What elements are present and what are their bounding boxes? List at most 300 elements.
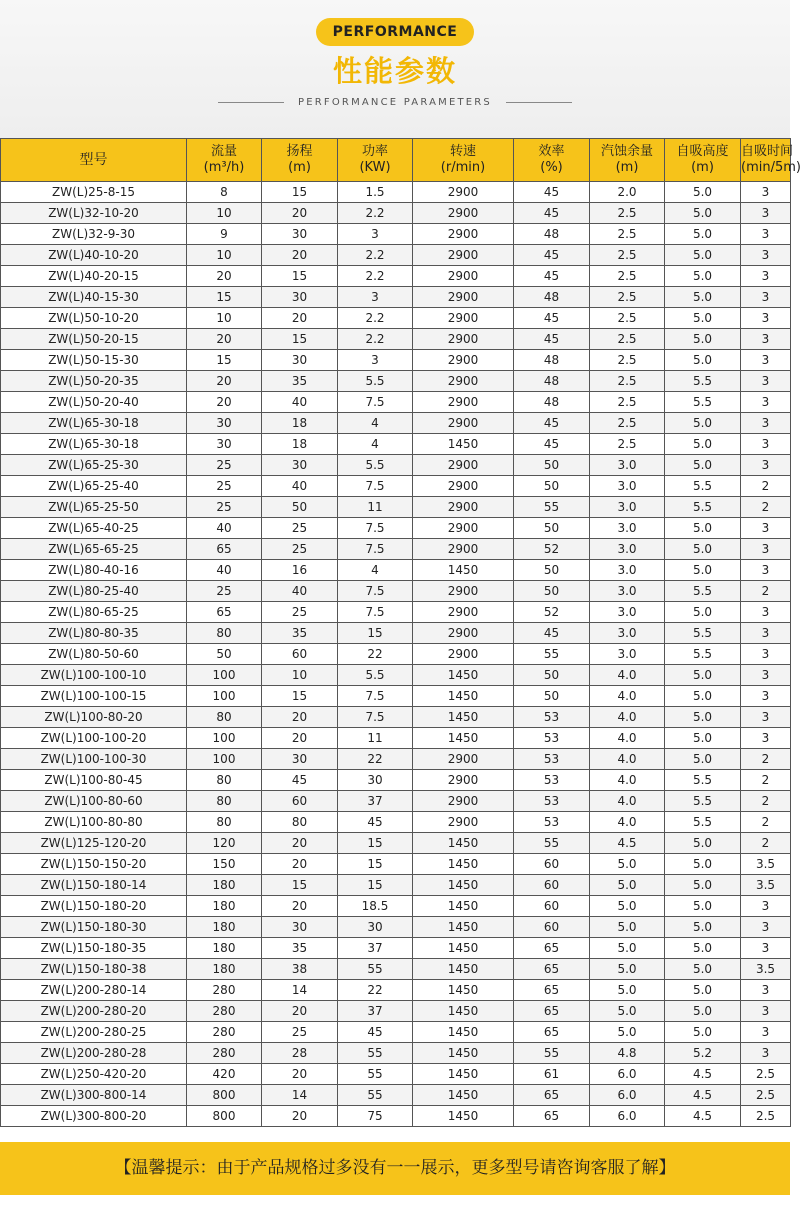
value-cell: 50 xyxy=(514,455,590,476)
page-title: 性能参数 xyxy=(332,54,457,88)
value-cell: 45 xyxy=(514,308,590,329)
value-cell: 2.2 xyxy=(338,329,413,350)
value-cell: 5.5 xyxy=(338,371,413,392)
column-header-unit: (r/min) xyxy=(440,160,486,175)
value-cell: 2 xyxy=(741,812,791,833)
value-cell: 5.0 xyxy=(665,434,741,455)
table-row xyxy=(1,182,791,203)
value-cell: 30 xyxy=(262,350,338,371)
value-cell: 1450 xyxy=(413,1064,514,1085)
value-cell: 3 xyxy=(741,182,791,203)
table-row xyxy=(1,350,791,371)
table-row xyxy=(1,896,791,917)
value-cell: 3 xyxy=(741,518,791,539)
column-header xyxy=(262,139,338,182)
value-cell: 5.0 xyxy=(665,539,741,560)
value-cell: 4.0 xyxy=(590,728,665,749)
value-cell: 22 xyxy=(338,749,413,770)
value-cell: 2.0 xyxy=(590,182,665,203)
value-cell: 53 xyxy=(514,728,590,749)
value-cell: 5.0 xyxy=(665,833,741,854)
table-row xyxy=(1,1106,791,1127)
value-cell: 30 xyxy=(338,917,413,938)
value-cell: 3.0 xyxy=(590,455,665,476)
value-cell: 3 xyxy=(338,287,413,308)
value-cell: 6.0 xyxy=(590,1064,665,1085)
value-cell: 15 xyxy=(262,266,338,287)
value-cell: 40 xyxy=(187,560,262,581)
value-cell: 800 xyxy=(187,1085,262,1106)
column-header-name: 汽蚀余量 xyxy=(600,144,653,159)
value-cell: 45 xyxy=(514,623,590,644)
column-header-unit: (m) xyxy=(691,160,714,175)
value-cell: 280 xyxy=(187,1001,262,1022)
value-cell: 2.2 xyxy=(338,308,413,329)
value-cell: 280 xyxy=(187,1043,262,1064)
value-cell: 48 xyxy=(514,224,590,245)
value-cell: 45 xyxy=(338,1022,413,1043)
value-cell: 6.0 xyxy=(590,1085,665,1106)
column-header-unit: (KW) xyxy=(359,160,391,175)
performance-badge: PERFORMANCE xyxy=(316,18,474,46)
value-cell: 2.5 xyxy=(741,1106,791,1127)
value-cell: 15 xyxy=(338,833,413,854)
model-cell: ZW(L)200-280-28 xyxy=(1,1043,187,1064)
value-cell: 3.0 xyxy=(590,623,665,644)
value-cell: 150 xyxy=(187,854,262,875)
model-cell: ZW(L)150-180-14 xyxy=(1,875,187,896)
value-cell: 3 xyxy=(741,644,791,665)
value-cell: 4.0 xyxy=(590,665,665,686)
value-cell: 5.5 xyxy=(665,644,741,665)
column-header-name: 自吸高度 xyxy=(676,144,729,159)
value-cell: 65 xyxy=(514,1085,590,1106)
model-cell: ZW(L)40-10-20 xyxy=(1,245,187,266)
value-cell: 48 xyxy=(514,392,590,413)
value-cell: 45 xyxy=(514,203,590,224)
value-cell: 35 xyxy=(262,623,338,644)
value-cell: 2900 xyxy=(413,623,514,644)
model-cell: ZW(L)100-100-10 xyxy=(1,665,187,686)
value-cell: 1450 xyxy=(413,896,514,917)
value-cell: 1450 xyxy=(413,1022,514,1043)
value-cell: 22 xyxy=(338,644,413,665)
value-cell: 15 xyxy=(338,623,413,644)
value-cell: 20 xyxy=(262,1106,338,1127)
table-row xyxy=(1,560,791,581)
table-row xyxy=(1,413,791,434)
value-cell: 7.5 xyxy=(338,476,413,497)
value-cell: 1450 xyxy=(413,1043,514,1064)
value-cell: 2900 xyxy=(413,455,514,476)
value-cell: 1450 xyxy=(413,917,514,938)
value-cell: 30 xyxy=(187,434,262,455)
value-cell: 30 xyxy=(262,224,338,245)
value-cell: 30 xyxy=(338,770,413,791)
value-cell: 15 xyxy=(262,182,338,203)
value-cell: 2.2 xyxy=(338,203,413,224)
value-cell: 65 xyxy=(514,980,590,1001)
value-cell: 5.0 xyxy=(590,917,665,938)
value-cell: 2.5 xyxy=(590,203,665,224)
value-cell: 53 xyxy=(514,791,590,812)
value-cell: 180 xyxy=(187,938,262,959)
value-cell: 20 xyxy=(262,833,338,854)
value-cell: 30 xyxy=(262,749,338,770)
value-cell: 2900 xyxy=(413,770,514,791)
value-cell: 45 xyxy=(514,245,590,266)
value-cell: 1450 xyxy=(413,854,514,875)
table-row xyxy=(1,476,791,497)
value-cell: 5.0 xyxy=(665,896,741,917)
value-cell: 5.0 xyxy=(665,980,741,1001)
model-cell: ZW(L)150-180-35 xyxy=(1,938,187,959)
table-row xyxy=(1,602,791,623)
value-cell: 5.0 xyxy=(665,245,741,266)
value-cell: 2900 xyxy=(413,329,514,350)
value-cell: 2.5 xyxy=(590,413,665,434)
value-cell: 5.0 xyxy=(665,917,741,938)
value-cell: 60 xyxy=(514,875,590,896)
value-cell: 3 xyxy=(338,350,413,371)
value-cell: 5.0 xyxy=(665,749,741,770)
value-cell: 65 xyxy=(514,1001,590,1022)
value-cell: 2 xyxy=(741,833,791,854)
value-cell: 5.5 xyxy=(665,497,741,518)
value-cell: 35 xyxy=(262,938,338,959)
value-cell: 7.5 xyxy=(338,581,413,602)
value-cell: 37 xyxy=(338,791,413,812)
value-cell: 48 xyxy=(514,287,590,308)
value-cell: 4.0 xyxy=(590,686,665,707)
value-cell: 4 xyxy=(338,560,413,581)
table-row xyxy=(1,497,791,518)
value-cell: 35 xyxy=(262,371,338,392)
value-cell: 20 xyxy=(262,203,338,224)
value-cell: 20 xyxy=(262,854,338,875)
value-cell: 3 xyxy=(741,224,791,245)
value-cell: 5.0 xyxy=(665,224,741,245)
value-cell: 25 xyxy=(262,539,338,560)
value-cell: 3 xyxy=(338,224,413,245)
table-row xyxy=(1,875,791,896)
value-cell: 80 xyxy=(187,707,262,728)
value-cell: 80 xyxy=(187,812,262,833)
value-cell: 1450 xyxy=(413,434,514,455)
value-cell: 60 xyxy=(514,917,590,938)
value-cell: 2 xyxy=(741,791,791,812)
value-cell: 40 xyxy=(262,476,338,497)
value-cell: 45 xyxy=(514,266,590,287)
value-cell: 280 xyxy=(187,1022,262,1043)
value-cell: 45 xyxy=(514,329,590,350)
value-cell: 5.5 xyxy=(665,476,741,497)
value-cell: 40 xyxy=(262,392,338,413)
subtitle-divider-left xyxy=(218,102,284,103)
value-cell: 3 xyxy=(741,413,791,434)
model-cell: ZW(L)65-30-18 xyxy=(1,413,187,434)
value-cell: 18 xyxy=(262,434,338,455)
value-cell: 25 xyxy=(262,1022,338,1043)
value-cell: 5.5 xyxy=(338,455,413,476)
value-cell: 55 xyxy=(514,497,590,518)
value-cell: 3 xyxy=(741,287,791,308)
value-cell: 5.5 xyxy=(665,581,741,602)
column-header-name: 型号 xyxy=(79,152,108,168)
table-row xyxy=(1,938,791,959)
value-cell: 5.0 xyxy=(665,560,741,581)
model-cell: ZW(L)65-25-50 xyxy=(1,497,187,518)
value-cell: 4.0 xyxy=(590,707,665,728)
value-cell: 7.5 xyxy=(338,707,413,728)
table-row xyxy=(1,749,791,770)
value-cell: 1450 xyxy=(413,728,514,749)
value-cell: 20 xyxy=(187,266,262,287)
model-cell: ZW(L)200-280-25 xyxy=(1,1022,187,1043)
value-cell: 2.5 xyxy=(590,350,665,371)
value-cell: 5.0 xyxy=(590,854,665,875)
value-cell: 3 xyxy=(741,707,791,728)
value-cell: 2.5 xyxy=(590,224,665,245)
value-cell: 4.0 xyxy=(590,749,665,770)
value-cell: 75 xyxy=(338,1106,413,1127)
model-cell: ZW(L)40-15-30 xyxy=(1,287,187,308)
value-cell: 3.0 xyxy=(590,644,665,665)
table-row xyxy=(1,266,791,287)
value-cell: 15 xyxy=(262,329,338,350)
value-cell: 38 xyxy=(262,959,338,980)
table-row xyxy=(1,665,791,686)
value-cell: 3 xyxy=(741,1043,791,1064)
value-cell: 45 xyxy=(514,182,590,203)
value-cell: 45 xyxy=(514,434,590,455)
value-cell: 30 xyxy=(262,917,338,938)
value-cell: 7.5 xyxy=(338,602,413,623)
value-cell: 7.5 xyxy=(338,518,413,539)
model-cell: ZW(L)100-80-60 xyxy=(1,791,187,812)
value-cell: 2 xyxy=(741,749,791,770)
value-cell: 50 xyxy=(514,560,590,581)
value-cell: 55 xyxy=(514,833,590,854)
value-cell: 3.0 xyxy=(590,602,665,623)
table-row xyxy=(1,434,791,455)
model-cell: ZW(L)80-80-35 xyxy=(1,623,187,644)
value-cell: 52 xyxy=(514,539,590,560)
table-row xyxy=(1,287,791,308)
value-cell: 5.5 xyxy=(665,812,741,833)
subtitle-divider-right xyxy=(506,102,572,103)
model-cell: ZW(L)65-40-25 xyxy=(1,518,187,539)
model-cell: ZW(L)80-65-25 xyxy=(1,602,187,623)
value-cell: 20 xyxy=(187,371,262,392)
model-cell: ZW(L)100-80-45 xyxy=(1,770,187,791)
model-cell: ZW(L)32-9-30 xyxy=(1,224,187,245)
column-header-unit: (m) xyxy=(615,160,639,175)
value-cell: 2900 xyxy=(413,287,514,308)
value-cell: 2900 xyxy=(413,350,514,371)
table-row xyxy=(1,1064,791,1085)
value-cell: 5.0 xyxy=(665,266,741,287)
value-cell: 1.5 xyxy=(338,182,413,203)
table-row xyxy=(1,707,791,728)
value-cell: 3.0 xyxy=(590,560,665,581)
value-cell: 2900 xyxy=(413,266,514,287)
model-cell: ZW(L)50-20-15 xyxy=(1,329,187,350)
table-row xyxy=(1,539,791,560)
value-cell: 10 xyxy=(262,665,338,686)
value-cell: 16 xyxy=(262,560,338,581)
value-cell: 120 xyxy=(187,833,262,854)
value-cell: 2.5 xyxy=(741,1085,791,1106)
value-cell: 7.5 xyxy=(338,686,413,707)
value-cell: 50 xyxy=(514,686,590,707)
column-header xyxy=(665,139,741,182)
value-cell: 5.0 xyxy=(665,875,741,896)
value-cell: 2.5 xyxy=(590,308,665,329)
value-cell: 1450 xyxy=(413,1106,514,1127)
value-cell: 15 xyxy=(338,875,413,896)
value-cell: 4.5 xyxy=(665,1106,741,1127)
value-cell: 1450 xyxy=(413,959,514,980)
value-cell: 5.0 xyxy=(590,980,665,1001)
value-cell: 10 xyxy=(187,308,262,329)
value-cell: 25 xyxy=(187,497,262,518)
value-cell: 65 xyxy=(514,938,590,959)
value-cell: 2 xyxy=(741,581,791,602)
value-cell: 3 xyxy=(741,602,791,623)
table-row xyxy=(1,980,791,1001)
value-cell: 5.0 xyxy=(665,602,741,623)
value-cell: 2900 xyxy=(413,581,514,602)
value-cell: 45 xyxy=(262,770,338,791)
value-cell: 2900 xyxy=(413,644,514,665)
value-cell: 5.0 xyxy=(665,287,741,308)
model-cell: ZW(L)300-800-20 xyxy=(1,1106,187,1127)
value-cell: 5.0 xyxy=(590,896,665,917)
value-cell: 3.0 xyxy=(590,497,665,518)
value-cell: 800 xyxy=(187,1106,262,1127)
value-cell: 15 xyxy=(262,686,338,707)
model-cell: ZW(L)150-180-38 xyxy=(1,959,187,980)
value-cell: 10 xyxy=(187,203,262,224)
value-cell: 2900 xyxy=(413,812,514,833)
value-cell: 60 xyxy=(514,854,590,875)
value-cell: 15 xyxy=(338,854,413,875)
column-header-name: 自吸时间 xyxy=(741,144,794,159)
model-cell: ZW(L)100-100-20 xyxy=(1,728,187,749)
column-header xyxy=(413,139,514,182)
value-cell: 2900 xyxy=(413,518,514,539)
table-row xyxy=(1,329,791,350)
column-header-name: 转速 xyxy=(449,144,476,159)
value-cell: 5.0 xyxy=(665,1022,741,1043)
model-cell: ZW(L)65-65-25 xyxy=(1,539,187,560)
value-cell: 3 xyxy=(741,917,791,938)
value-cell: 2.5 xyxy=(590,245,665,266)
value-cell: 1450 xyxy=(413,1001,514,1022)
subtitle-row xyxy=(0,95,790,111)
value-cell: 60 xyxy=(262,644,338,665)
value-cell: 80 xyxy=(187,770,262,791)
value-cell: 20 xyxy=(262,1064,338,1085)
value-cell: 14 xyxy=(262,980,338,1001)
model-cell: ZW(L)80-25-40 xyxy=(1,581,187,602)
value-cell: 50 xyxy=(514,476,590,497)
model-cell: ZW(L)100-100-30 xyxy=(1,749,187,770)
value-cell: 2.5 xyxy=(590,434,665,455)
column-header xyxy=(338,139,413,182)
value-cell: 30 xyxy=(187,413,262,434)
value-cell: 5.0 xyxy=(590,938,665,959)
value-cell: 53 xyxy=(514,707,590,728)
value-cell: 2.5 xyxy=(741,1064,791,1085)
value-cell: 3 xyxy=(741,203,791,224)
model-cell: ZW(L)32-10-20 xyxy=(1,203,187,224)
value-cell: 2900 xyxy=(413,413,514,434)
value-cell: 53 xyxy=(514,770,590,791)
model-cell: ZW(L)50-20-35 xyxy=(1,371,187,392)
table-row xyxy=(1,959,791,980)
value-cell: 37 xyxy=(338,938,413,959)
model-cell: ZW(L)80-40-16 xyxy=(1,560,187,581)
table-row xyxy=(1,1022,791,1043)
value-cell: 61 xyxy=(514,1064,590,1085)
value-cell: 2900 xyxy=(413,392,514,413)
model-cell: ZW(L)100-80-80 xyxy=(1,812,187,833)
value-cell: 3 xyxy=(741,266,791,287)
value-cell: 55 xyxy=(338,1064,413,1085)
value-cell: 4.8 xyxy=(590,1043,665,1064)
column-header xyxy=(514,139,590,182)
value-cell: 3.0 xyxy=(590,581,665,602)
value-cell: 3.0 xyxy=(590,476,665,497)
table-row xyxy=(1,371,791,392)
value-cell: 50 xyxy=(514,518,590,539)
model-cell: ZW(L)300-800-14 xyxy=(1,1085,187,1106)
value-cell: 3.5 xyxy=(741,854,791,875)
value-cell: 5.5 xyxy=(338,665,413,686)
table-row xyxy=(1,854,791,875)
value-cell: 20 xyxy=(262,896,338,917)
value-cell: 15 xyxy=(262,875,338,896)
value-cell: 4.5 xyxy=(590,833,665,854)
value-cell: 5.0 xyxy=(665,518,741,539)
value-cell: 5.5 xyxy=(665,392,741,413)
value-cell: 420 xyxy=(187,1064,262,1085)
table-row xyxy=(1,686,791,707)
value-cell: 1450 xyxy=(413,980,514,1001)
value-cell: 48 xyxy=(514,350,590,371)
value-cell: 45 xyxy=(514,413,590,434)
value-cell: 2.5 xyxy=(590,266,665,287)
value-cell: 50 xyxy=(514,665,590,686)
value-cell: 28 xyxy=(262,1043,338,1064)
value-cell: 60 xyxy=(514,896,590,917)
model-cell: ZW(L)65-25-30 xyxy=(1,455,187,476)
value-cell: 53 xyxy=(514,812,590,833)
value-cell: 11 xyxy=(338,728,413,749)
model-cell: ZW(L)50-10-20 xyxy=(1,308,187,329)
value-cell: 55 xyxy=(514,1043,590,1064)
column-header-name: 功率 xyxy=(361,144,388,159)
value-cell: 60 xyxy=(262,791,338,812)
value-cell: 1450 xyxy=(413,833,514,854)
value-cell: 5.5 xyxy=(665,770,741,791)
value-cell: 3 xyxy=(741,1022,791,1043)
value-cell: 4.5 xyxy=(665,1085,741,1106)
value-cell: 3 xyxy=(741,938,791,959)
value-cell: 10 xyxy=(187,245,262,266)
